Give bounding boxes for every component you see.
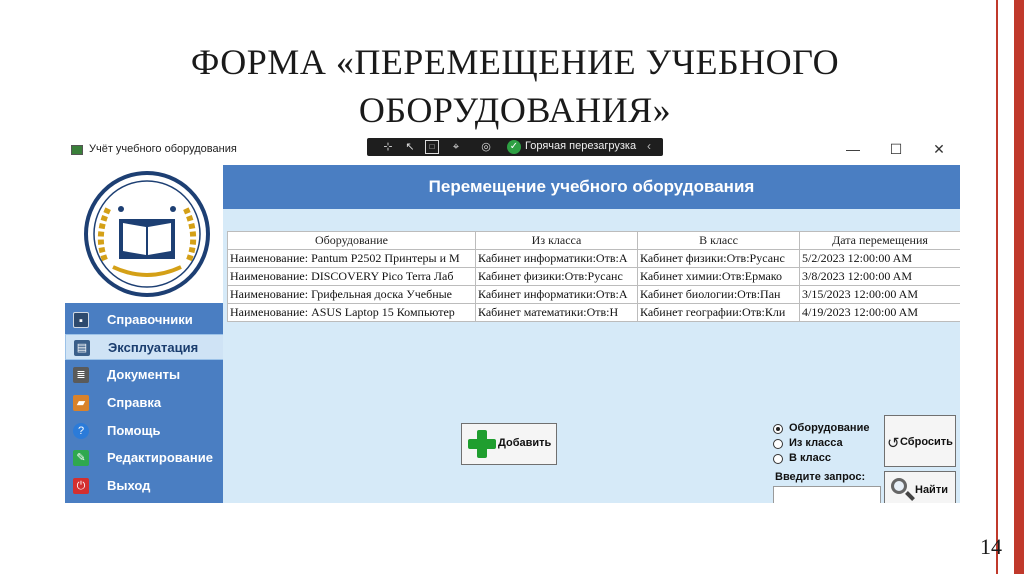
- sort-radio-group: [773, 422, 893, 467]
- table-cell[interactable]: Кабинет физики:Отв:Русанс: [476, 268, 638, 286]
- table-cell[interactable]: 5/2/2023 12:00:00 AM: [800, 250, 961, 268]
- table-header-row: [228, 232, 961, 250]
- radio-equipment[interactable]: [773, 422, 893, 436]
- sidebar-item-directories[interactable]: [65, 307, 223, 333]
- plus-icon: [468, 430, 496, 458]
- movements-table: [227, 231, 960, 322]
- table-cell[interactable]: Кабинет географии:Отв:Кли: [638, 304, 800, 322]
- column-header-from-class[interactable]: Из класса: [476, 232, 638, 250]
- page-title: Перемещение учебного оборудования: [223, 165, 960, 209]
- radio-checked-icon[interactable]: [773, 424, 783, 434]
- table-cell[interactable]: Кабинет информатики:Отв:А: [476, 250, 638, 268]
- sidebar-item-label: Справка: [107, 395, 162, 410]
- table-cell[interactable]: Наименование: Грифельная доска Учебные: [228, 286, 476, 304]
- header-spacer: [223, 209, 960, 231]
- hot-reload-ok-icon: ✓: [507, 140, 521, 154]
- radio-unchecked-icon[interactable]: [773, 439, 783, 449]
- directory-icon: ▪: [73, 312, 89, 328]
- sidebar: [65, 165, 223, 503]
- add-button-label: Добавить: [498, 437, 552, 449]
- table-cell[interactable]: 4/19/2023 12:00:00 AM: [800, 304, 961, 322]
- sidebar-item-documents[interactable]: [65, 362, 223, 388]
- power-icon: ⏻: [73, 478, 89, 494]
- sidebar-item-editing[interactable]: [65, 445, 223, 471]
- slide-accent-line: [996, 0, 998, 574]
- maximize-button[interactable]: ☐: [889, 141, 903, 157]
- globe-help-icon: ?: [73, 423, 89, 439]
- close-button[interactable]: ✕: [933, 141, 945, 157]
- radio-label[interactable]: Из класса: [789, 437, 843, 449]
- table-row[interactable]: [228, 268, 961, 286]
- sidebar-item-label: Выход: [107, 478, 151, 493]
- sidebar-item-operation[interactable]: [65, 334, 231, 360]
- table-row[interactable]: [228, 286, 961, 304]
- table-cell[interactable]: Кабинет информатики:Отв:А: [476, 286, 638, 304]
- documents-icon: ≣: [73, 367, 89, 383]
- table-cell[interactable]: 3/8/2023 12:00:00 AM: [800, 268, 961, 286]
- table-cell[interactable]: 3/15/2023 12:00:00 AM: [800, 286, 961, 304]
- table-cell[interactable]: Наименование: ASUS Laptop 15 Компьютер: [228, 304, 476, 322]
- app-window: [65, 135, 960, 503]
- table-row[interactable]: [228, 304, 961, 322]
- track-focus-icon[interactable]: ⌖: [452, 141, 460, 153]
- help-book-icon: ▰: [73, 395, 89, 411]
- reset-button-label: Сбросить: [900, 436, 953, 448]
- operation-icon: ▤: [74, 340, 90, 356]
- table-cell[interactable]: Кабинет химии:Отв:Ермако: [638, 268, 800, 286]
- slide-accent-bar: [1014, 0, 1024, 574]
- search-icon: [891, 478, 907, 494]
- radio-label[interactable]: Оборудование: [789, 422, 870, 434]
- pointer-icon[interactable]: ↖: [405, 141, 415, 153]
- sidebar-item-label: Эксплуатация: [108, 340, 199, 355]
- slide-number: 14: [980, 534, 1002, 559]
- reset-arrow-icon: ↺: [887, 435, 900, 452]
- main-content: [223, 165, 960, 503]
- display-layout-icon[interactable]: □: [425, 140, 439, 154]
- table-cell[interactable]: Кабинет биологии:Отв:Пан: [638, 286, 800, 304]
- accessibility-icon[interactable]: ◎: [481, 141, 491, 153]
- reset-button[interactable]: [884, 415, 956, 467]
- window-title: Учёт учебного оборудования: [89, 143, 237, 155]
- radio-label[interactable]: В класс: [789, 452, 831, 464]
- column-header-to-class[interactable]: В класс: [638, 232, 800, 250]
- sidebar-item-label: Документы: [107, 367, 181, 382]
- table-row[interactable]: [228, 250, 961, 268]
- hot-reload-label[interactable]: Горячая перезагрузка: [525, 140, 637, 152]
- sidebar-item-help[interactable]: [65, 418, 223, 444]
- open-book-emblem-icon: [65, 165, 223, 303]
- minimize-button[interactable]: —: [846, 141, 860, 157]
- edit-icon: ✎: [73, 450, 89, 466]
- query-label: Введите запрос:: [775, 471, 866, 483]
- table-cell[interactable]: Наименование: DISCOVERY Pico Terra Лаб: [228, 268, 476, 286]
- sidebar-item-reference[interactable]: [65, 390, 223, 416]
- search-input[interactable]: [773, 486, 881, 503]
- collapse-chevron-icon[interactable]: ‹: [647, 139, 651, 153]
- radio-unchecked-icon[interactable]: [773, 454, 783, 464]
- school-logo: [65, 165, 223, 303]
- slide-title-line-1: ФОРМА «ПЕРЕМЕЩЕНИЕ УЧЕБНОГО: [190, 42, 840, 82]
- sidebar-item-label: Помощь: [107, 423, 161, 438]
- window-titlebar: [65, 135, 960, 165]
- column-header-equipment[interactable]: Оборудование: [228, 232, 476, 250]
- add-button[interactable]: [461, 423, 557, 465]
- table-cell[interactable]: Наименование: Pantum P2502 Принтеры и М: [228, 250, 476, 268]
- slide-title: [130, 38, 900, 134]
- table-cell[interactable]: Кабинет физики:Отв:Русанс: [638, 250, 800, 268]
- xaml-debug-toolbar: [367, 138, 663, 156]
- find-button[interactable]: [884, 471, 956, 503]
- select-element-icon[interactable]: ⊹: [383, 141, 393, 153]
- radio-to-class[interactable]: [773, 452, 893, 466]
- app-icon: [71, 145, 83, 155]
- find-button-label: Найти: [915, 484, 948, 496]
- sidebar-menu: [65, 303, 223, 503]
- radio-from-class[interactable]: [773, 437, 893, 451]
- column-header-move-date[interactable]: Дата перемещения: [800, 232, 961, 250]
- table-cell[interactable]: Кабинет математики:Отв:Н: [476, 304, 638, 322]
- slide-title-line-2: ОБОРУДОВАНИЯ»: [358, 90, 672, 130]
- sidebar-item-label: Справочники: [107, 312, 193, 327]
- sidebar-item-exit[interactable]: [65, 473, 223, 499]
- sidebar-item-label: Редактирование: [107, 450, 213, 465]
